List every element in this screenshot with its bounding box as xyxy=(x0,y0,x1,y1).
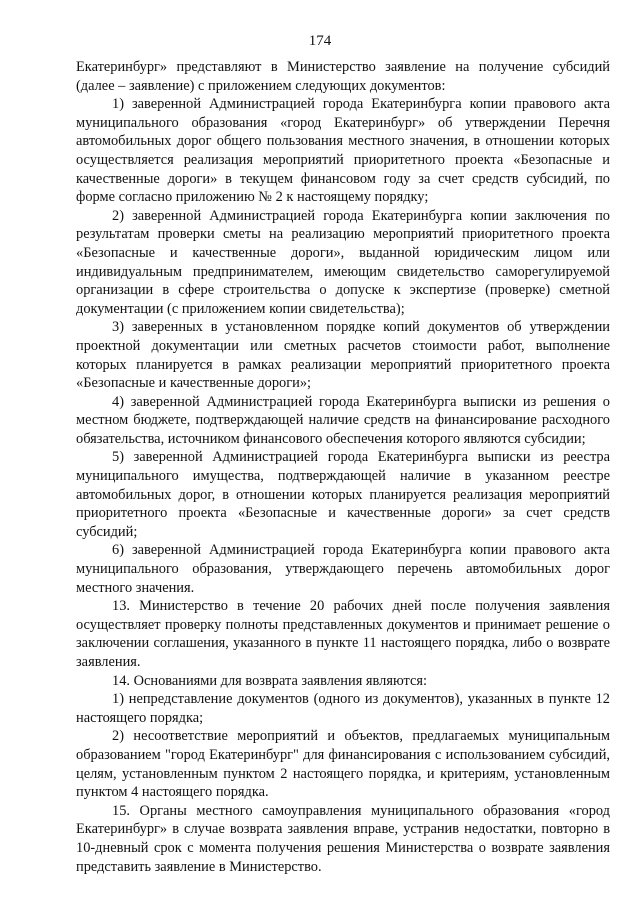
document-body xyxy=(76,58,610,876)
paragraph-item-6-roads-list-act: 6) заверенной Администрацией города Екатеринбурга копии правового акта муниципального образования, утверждающего перечень автомобильных дорог местного значения. xyxy=(76,542,610,596)
paragraph-item-3-project-docs: 3) заверенных в установленном порядке копий документов об утверждении проектной документации или сметных расчетов стоимости работ, выполнение которых планируется в рамках реализации мероприятий приоритетного проекта «Безопасные и качественные дороги»; xyxy=(76,319,610,392)
paragraph-intro-continuation: Екатеринбург» представляют в Министерство заявление на получение субсидий (далее – заявление) с приложением следующих документов: xyxy=(76,59,610,94)
paragraph-item-5-registry-extract: 5) заверенной Администрацией города Екатеринбурга выписки из реестра муниципального имущества, подтверждающей наличие в указанном реестре автомобильных дорог, в отношении которых планируется реализация мероприятий приоритетного проекта «Безопасные и качественные дороги» за счет средств субсидий; xyxy=(76,449,610,540)
paragraph-item-2-smeta-conclusion: 2) заверенной Администрацией города Екатеринбурга копии заключения по результатам проверки сметы на реализацию мероприятий приоритетного проекта «Безопасные и качественные дороги», выданной юридическим лицом или индивидуальным предпринимателем, имеющим свидетельство саморегулируемой организации в сфере строительства о допуске к экспертизе (проверке) сметной документации (с приложением копии свидетельства); xyxy=(76,207,610,317)
paragraph-clause-15: 15. Органы местного самоуправления муниципального образования «город Екатеринбург» в случае возврата заявления вправе, устранив недостатки, повторно в 10-дневный срок с момента получения решения Министерства о возврате заявления представить заявление в Министерство. xyxy=(76,802,610,875)
paragraph-clause-13: 13. Министерство в течение 20 рабочих дней после получения заявления осуществляет проверку полноты представленных документов и принимает решение о заключении соглашения, указанного в пункте 11 настоящего порядка, либо о возврате заявления. xyxy=(76,598,610,670)
paragraph-item-1-perechen-copy: 1) заверенной Администрацией города Екатеринбурга копии правового акта муниципального образования «город Екатеринбург» об утверждении Перечня автомобильных дорог общего пользования местного значения, в отношении которых осуществляется реализация мероприятий приоритетного проекта «Безопасные и качественные дороги» в текущем финансовом году за счет средств субсидий, по форме согласно приложению № 2 к настоящему порядку; xyxy=(76,96,610,206)
paragraph-clause-14: 14. Основаниями для возврата заявления являются: xyxy=(112,672,427,689)
paragraph-clause-14-item-1: 1) непредставление документов (одного из документов), указанных в пункте 12 настоящего порядка; xyxy=(76,691,610,726)
paragraph-clause-14-item-2: 2) несоответствие мероприятий и объектов, предлагаемых муниципальным образованием "город Екатеринбург" для финансирования с использованием субсидий, целям, установленным пунктом 2 настоящего порядка, и критериям, установленным пунктом 4 настоящего порядка. xyxy=(76,728,610,801)
page-number: 174 xyxy=(308,33,332,49)
paragraph-item-4-budget-extract: 4) заверенной Администрацией города Екатеринбурга выписки из решения о местном бюджете, подтверждающей наличие средств на финансирование расходного обязательства, источником финансового обеспечения которого являются субсидии; xyxy=(76,393,610,447)
